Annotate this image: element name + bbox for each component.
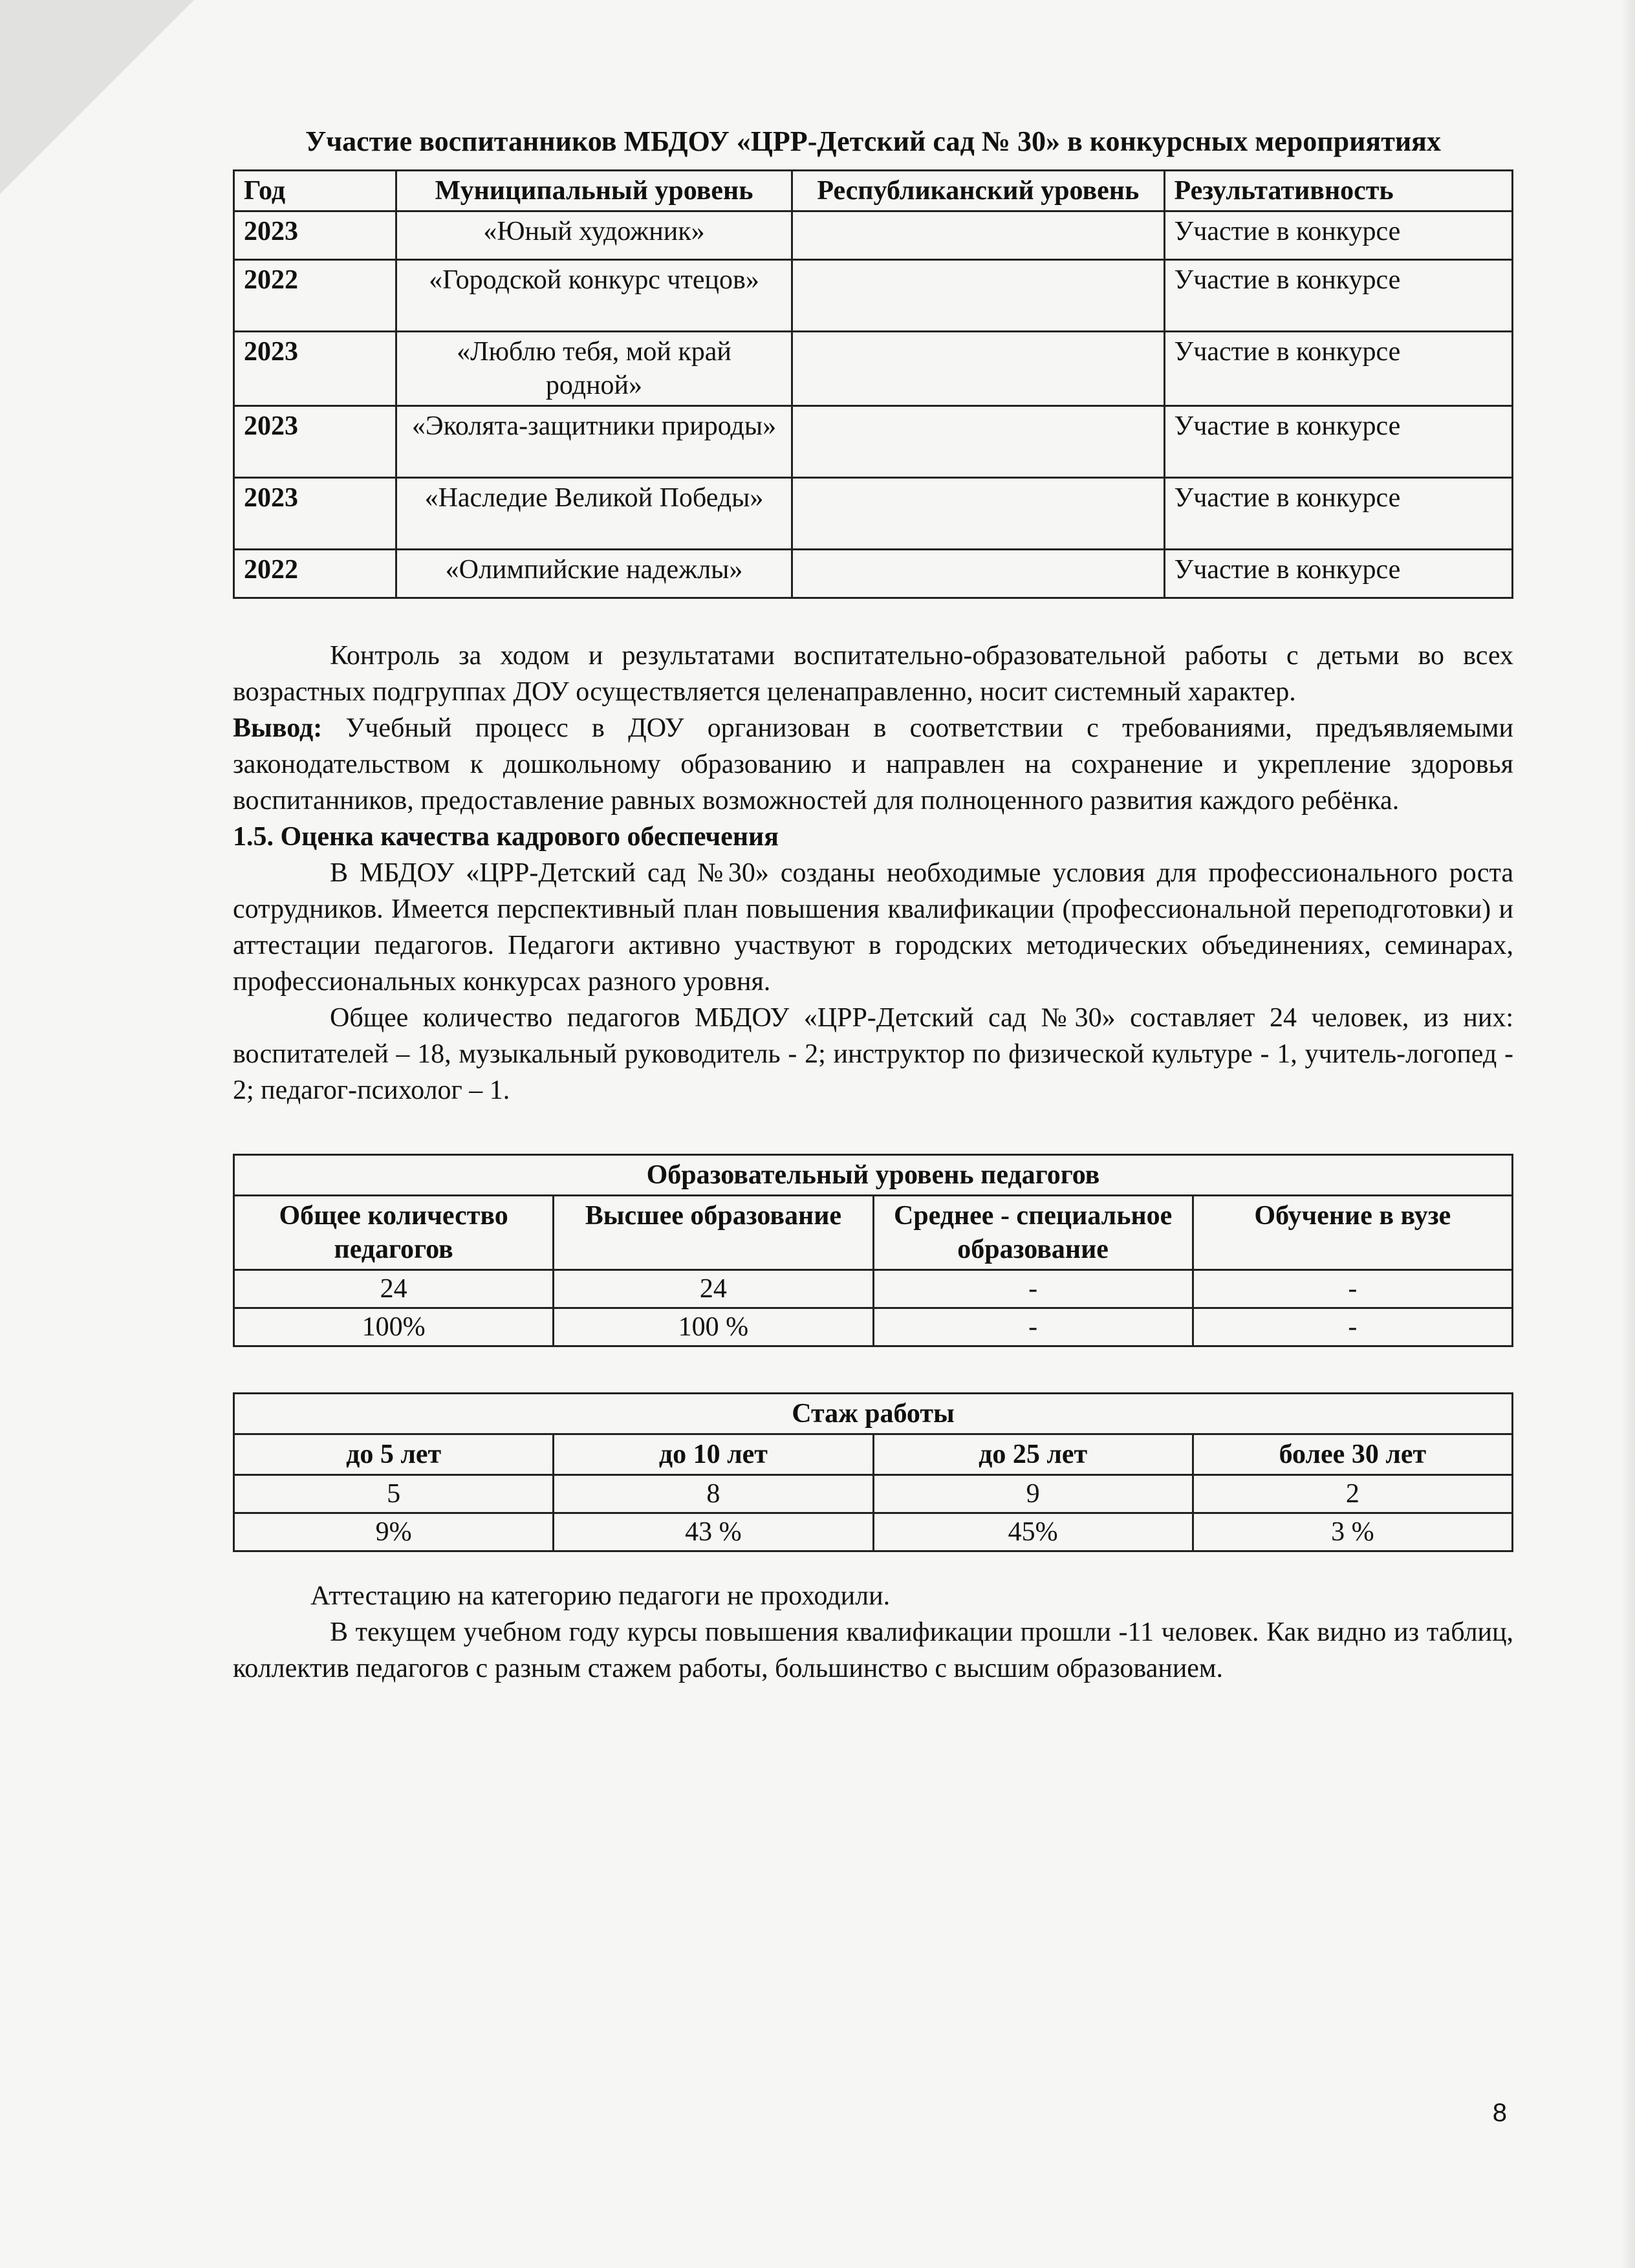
table-header-row — [234, 1196, 1513, 1270]
cell-year: 2023 — [234, 406, 396, 478]
cell-municipal: «Наследие Великой Победы» — [396, 478, 792, 550]
experience-table — [233, 1392, 1513, 1552]
col-secondary: Среднее - специальное образование — [873, 1196, 1193, 1270]
col-under-10: до 10 лет — [554, 1434, 873, 1475]
cell-republic — [792, 211, 1164, 260]
table-cell: 100% — [234, 1308, 554, 1346]
cell-municipal: «Юный художник» — [396, 211, 792, 260]
cell-year: 2023 — [234, 211, 396, 260]
page-number: 8 — [1492, 2099, 1507, 2127]
cell-municipal: «Городской конкурс чтецов» — [396, 260, 792, 332]
table-cell: - — [873, 1270, 1193, 1308]
table-row — [234, 550, 1513, 598]
table-cell: 3 % — [1193, 1513, 1512, 1551]
cell-result: Участие в конкурсе — [1164, 550, 1512, 598]
education-table — [233, 1154, 1513, 1347]
table-cell: 9 — [873, 1475, 1193, 1513]
control-paragraph: Контроль за ходом и результатами воспитательно-образовательной работы с детьми во всех возрастных подгруппах ДОУ осуществляется целенаправленно, носит системный характер. — [233, 641, 1513, 707]
table-row — [234, 260, 1513, 332]
table-cell: - — [1193, 1270, 1512, 1308]
col-under-25: до 25 лет — [873, 1434, 1193, 1475]
attestation-paragraph: Аттестацию на категорию педагоги не проходили. — [310, 1581, 891, 1611]
cell-republic — [792, 260, 1164, 332]
courses-paragraph: В текущем учебном году курсы повышения квалификации прошли -11 человек. Как видно из таблиц, коллектив педагогов с разным стажем работы, большинство с высшим образованием. — [233, 1617, 1513, 1683]
cell-republic — [792, 550, 1164, 598]
cell-result: Участие в конкурсе — [1164, 260, 1512, 332]
folded-corner — [0, 0, 194, 194]
table-row — [234, 211, 1513, 260]
table-cell: 2 — [1193, 1475, 1512, 1513]
cell-year: 2023 — [234, 478, 396, 550]
staff-paragraph-2: Общее количество педагогов МБДОУ «ЦРР-Детский сад №30» составляет 24 человек, из них: воспитателей – 18, музыкальный руководитель - 2; инструктор по физической культуре - 1, учитель-логопед - 2; педагог-психолог – 1. — [233, 1003, 1513, 1105]
page-content — [233, 123, 1513, 1687]
col-studying: Обучение в вузе — [1193, 1196, 1512, 1270]
table-row — [234, 1270, 1513, 1308]
cell-municipal: «Эколята-защитники природы» — [396, 406, 792, 478]
cell-result: Участие в конкурсе — [1164, 478, 1512, 550]
col-under-5: до 5 лет — [234, 1434, 554, 1475]
contests-table — [233, 169, 1513, 599]
table-row — [234, 406, 1513, 478]
cell-republic — [792, 478, 1164, 550]
table-cell: 9% — [234, 1513, 554, 1551]
cell-municipal: «Олимпийские надежлы» — [396, 550, 792, 598]
cell-municipal: «Люблю тебя, мой край родной» — [396, 332, 792, 406]
staff-paragraph-1: В МБДОУ «ЦРР-Детский сад №30» созданы необходимые условия для профессионального роста сотрудников. Имеется перспективный план повышения квалификации (профессиональной переподготовки) и аттестации педагогов. Педагоги активно участвуют в городских методических объединениях, семинарах, профессиональных конкурсах разного уровня. — [233, 858, 1513, 997]
cell-republic — [792, 332, 1164, 406]
contests-title: Участие воспитанников МБДОУ «ЦРР-Детский сад № 30» в конкурсных мероприятиях — [305, 125, 1441, 157]
col-total: Общее количество педагогов — [234, 1196, 554, 1270]
cell-result: Участие в конкурсе — [1164, 211, 1512, 260]
page-edge — [1621, 0, 1635, 2268]
table-cell: 45% — [873, 1513, 1193, 1551]
section-heading: 1.5. Оценка качества кадрового обеспечения — [233, 822, 779, 852]
table-row — [234, 1475, 1513, 1513]
table-cell: - — [873, 1308, 1193, 1346]
table-row — [234, 478, 1513, 550]
conclusion-label: Вывод: — [233, 713, 323, 743]
table-cell: 8 — [554, 1475, 873, 1513]
table-row — [234, 1513, 1513, 1551]
col-year: Год — [234, 171, 396, 211]
table-cell: 24 — [554, 1270, 873, 1308]
table-caption-row — [234, 1155, 1513, 1196]
table-cell: 24 — [234, 1270, 554, 1308]
table-cell: 5 — [234, 1475, 554, 1513]
col-republic: Республиканский уровень — [792, 171, 1164, 211]
cell-year: 2023 — [234, 332, 396, 406]
cell-year: 2022 — [234, 550, 396, 598]
cell-republic — [792, 406, 1164, 478]
cell-result: Участие в конкурсе — [1164, 332, 1512, 406]
table-cell: 43 % — [554, 1513, 873, 1551]
experience-caption: Стаж работы — [234, 1394, 1513, 1434]
table-caption-row — [234, 1394, 1513, 1434]
table-cell: 100 % — [554, 1308, 873, 1346]
cell-year: 2022 — [234, 260, 396, 332]
col-higher: Высшее образование — [554, 1196, 873, 1270]
education-caption: Образовательный уровень педагогов — [234, 1155, 1513, 1196]
conclusion-text: Учебный процесс в ДОУ организован в соответствии с требованиями, предъявляемыми законодательством к дошкольному образованию и направлен на сохранение и укрепление здоровья воспитанников, предоставление равных возможностей для полноценного развития каждого ребёнка. — [233, 713, 1513, 815]
table-header-row — [234, 171, 1513, 211]
table-row — [234, 332, 1513, 406]
conclusion-paragraph — [233, 710, 1513, 819]
table-row — [234, 1308, 1513, 1346]
col-municipal: Муниципальный уровень — [396, 171, 792, 211]
table-header-row — [234, 1434, 1513, 1475]
col-over-30: более 30 лет — [1193, 1434, 1512, 1475]
cell-result: Участие в конкурсе — [1164, 406, 1512, 478]
col-result: Результативность — [1164, 171, 1512, 211]
table-cell: - — [1193, 1308, 1512, 1346]
